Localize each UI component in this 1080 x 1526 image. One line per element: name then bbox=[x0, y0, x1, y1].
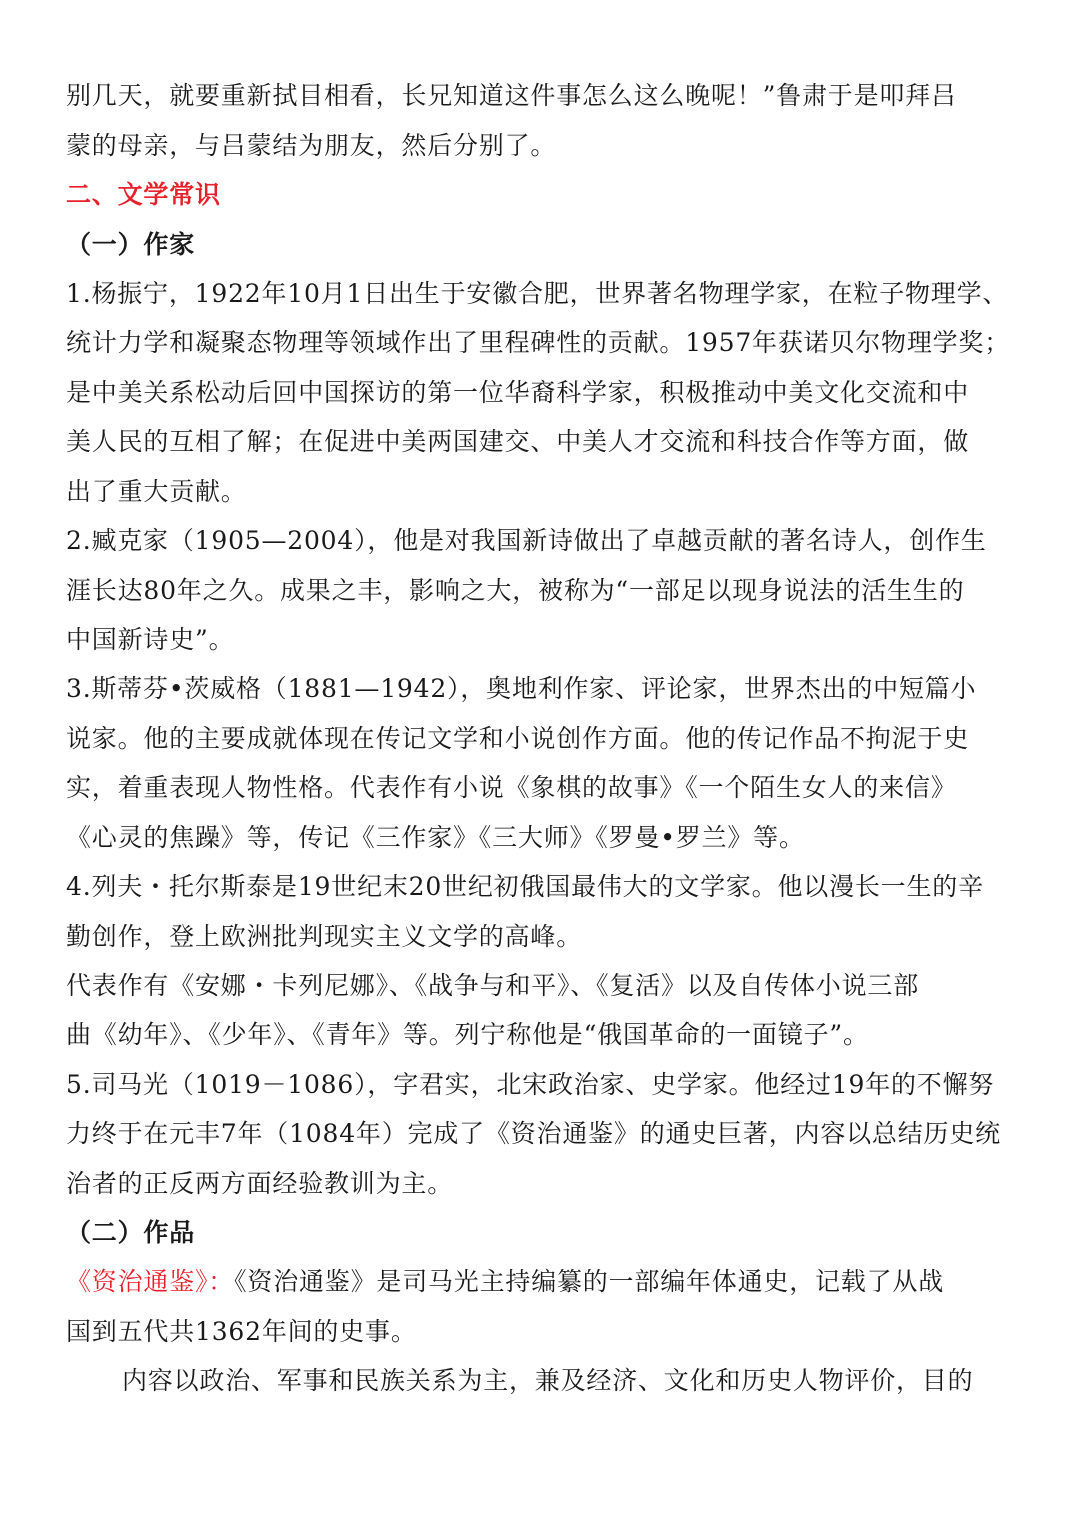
author-paragraph-line: 曲《幼年》、《少年》、《青年》等。列宁称他是“俄国革命的一面镜子”。 bbox=[66, 1020, 869, 1049]
author-paragraph-line: 2.臧克家（1905—2004），他是对我国新诗做出了卓越贡献的著名诗人，创作生 bbox=[66, 526, 987, 555]
work-paragraph-line: 内容以政治、军事和民族关系为主，兼及经济、文化和历史人物评价，目的 bbox=[122, 1366, 974, 1395]
section-heading: 二、文学常识 bbox=[66, 180, 221, 209]
author-paragraph-line: 勤创作，登上欧洲批判现实主义文学的高峰。 bbox=[66, 922, 583, 951]
subsection-heading-works: （二）作品 bbox=[66, 1218, 196, 1247]
author-paragraph-line: 1.杨振宁，1922年10月1日出生于安徽合肥，世界著名物理学家，在粒子物理学、 bbox=[66, 279, 1009, 308]
author-paragraph-line: 出了重大贡献。 bbox=[66, 477, 247, 506]
author-paragraph-line: 实，着重表现人物性格。代表作有小说《象棋的故事》《一个陌生女人的来信》 bbox=[66, 773, 957, 802]
subsection-heading-authors: （一）作家 bbox=[66, 230, 196, 259]
author-paragraph-line: 力终于在元丰7年（1084年）完成了《资治通鉴》的通史巨著，内容以总结历史统 bbox=[66, 1119, 1001, 1148]
author-paragraph-line: 中国新诗史”。 bbox=[66, 625, 235, 654]
author-paragraph-line: 5.司马光（1019－1086），字君实，北宋政治家、史学家。他经过19年的不懈努 bbox=[66, 1070, 995, 1099]
author-paragraph-line: 是中美关系松动后回中国探访的第一位华裔科学家，积极推动中美文化交流和中 bbox=[66, 378, 970, 407]
author-paragraph-line: 涯长达80年之久。成果之丰，影响之大，被称为“一部足以现身说法的活生生的 bbox=[66, 576, 965, 605]
work-paragraph-line bbox=[66, 1266, 944, 1298]
author-paragraph-line: 治者的正反两方面经验教训为主。 bbox=[66, 1169, 454, 1198]
author-paragraph-line: 美人民的互相了解；在促进中美两国建交、中美人才交流和科技合作等方面，做 bbox=[66, 427, 970, 456]
author-paragraph-line: 3.斯蒂芬•茨威格（1881—1942），奥地利作家、评论家，世界杰出的中短篇小 bbox=[66, 674, 977, 703]
author-paragraph-line: 代表作有《安娜・卡列尼娜》、《战争与和平》、《复活》以及自传体小说三部 bbox=[66, 971, 920, 1000]
text-line: 蒙的母亲，与吕蒙结为朋友，然后分别了。 bbox=[66, 131, 557, 160]
work-paragraph-line: 国到五代共1362年间的史事。 bbox=[66, 1317, 417, 1346]
text-line: 别几天，就要重新拭目相看，长兄知道这件事怎么这么晚呢！”鲁肃于是叩拜吕 bbox=[66, 81, 957, 110]
author-paragraph-line: 说家。他的主要成就体现在传记文学和小说创作方面。他的传记作品不拘泥于史 bbox=[66, 724, 970, 753]
author-paragraph-line: 4.列夫・托尔斯泰是19世纪末20世纪初俄国最伟大的文学家。他以漫长一生的辛 bbox=[66, 872, 984, 901]
work-description: 《资治通鉴》是司马光主持编纂的一部编年体通史，记载了从战 bbox=[234, 1267, 945, 1296]
author-paragraph-line: 《心灵的焦躁》等，传记《三作家》《三大师》《罗曼•罗兰》等。 bbox=[66, 823, 805, 852]
work-title: 《资治通鉴》： bbox=[66, 1267, 235, 1296]
author-paragraph-line: 统计力学和凝聚态物理等领域作出了里程碑性的贡献。1957年获诺贝尔物理学奖； bbox=[66, 328, 1011, 357]
